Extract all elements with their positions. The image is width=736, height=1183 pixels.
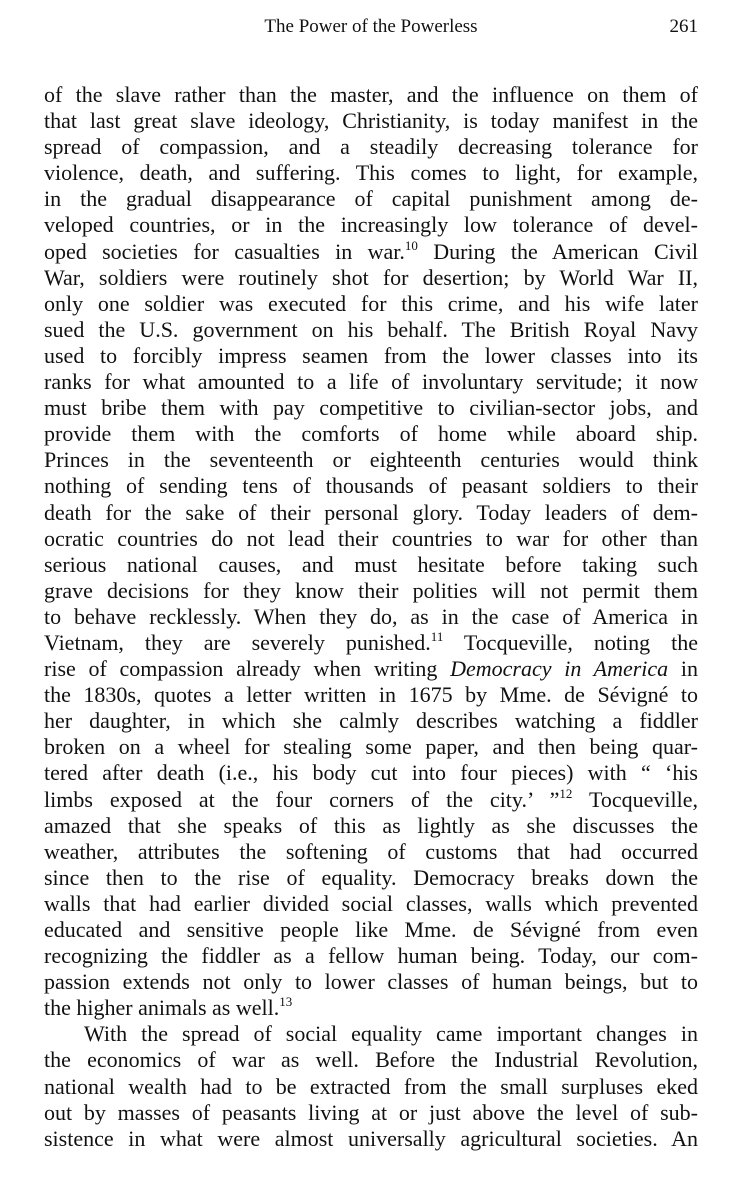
text-line: walls that had earlier divided social classes, walls which prevented: [44, 890, 698, 916]
text-line: nothing of sending tens of thousands of peasant soldiers to their: [44, 473, 698, 499]
footnote-ref-12: 12: [559, 785, 573, 801]
footnote-ref-13: 13: [279, 994, 293, 1010]
text-line: serious national causes, and must hesitate before taking such: [44, 551, 698, 577]
text-line: violence, death, and suffering. This comes to light, for example,: [44, 160, 698, 186]
text-line: only one soldier was executed for this crime, and his wife later: [44, 290, 698, 316]
text-line: that last great slave ideology, Christianity, is today manifest in the: [44, 108, 698, 134]
text-line: With the spread of social equality came important changes in: [84, 1021, 698, 1047]
text-line: passion extends not only to lower classes of human beings, but to: [44, 969, 698, 995]
page-number: 261: [669, 16, 698, 37]
text-line: educated and sensitive people like Mme. de Sévigné from even: [44, 917, 698, 942]
footnote-ref-11: 11: [430, 628, 444, 644]
book-title: Democracy in America: [450, 656, 669, 682]
text-line: oped societies for casualties in war.$^{10}$ During the American Civil: [44, 237, 698, 264]
text-line: death for the sake of their personal glory. Today leaders of dem-: [44, 499, 698, 525]
text-line: ocratic countries do not lead their countries to war for other than: [44, 525, 698, 551]
text-line: rise of compassion already when writing Democracy in America in: [44, 656, 698, 682]
text-line: out by masses of peasants living at or just above the level of sub-: [44, 1099, 698, 1125]
text-line: War, soldiers were routinely shot for desertion; by World War II,: [44, 264, 698, 290]
footnote-ref-10: 10: [404, 237, 418, 253]
text-line: must bribe them with pay competitive to civilian-sector jobs, and: [44, 395, 698, 421]
text-line: amazed that she speaks of this as lightly as she discusses the: [44, 812, 698, 838]
text-line: her daughter, in which she calmly describes watching a fiddler: [44, 708, 698, 734]
text-line: recognizing the fiddler as a fellow human being. Today, our com-: [44, 943, 698, 969]
running-head: [44, 14, 698, 40]
text-line: of the slave rather than the master, and the influence on them of: [44, 82, 698, 107]
text-line: weather, attributes the softening of customs that had occurred: [44, 838, 698, 864]
text-line: in the gradual disappearance of capital punishment among de-: [44, 186, 698, 212]
text-line: sistence in what were almost universally agricultural societies. An: [44, 1125, 698, 1151]
text-line: Princes in the seventeenth or eighteenth centuries would think: [44, 447, 698, 473]
text-line: broken on a wheel for stealing some paper, and then being quar-: [44, 734, 698, 760]
text-line: national wealth had to be extracted from the small surpluses eked: [44, 1073, 698, 1099]
text-line: to behave recklessly. When they do, as in the case of America in: [44, 603, 698, 629]
text-line: ranks for what amounted to a life of involuntary servitude; it now: [44, 369, 698, 395]
text-line: Vietnam, they are severely punished.$^{11}$ Tocqueville, noting the: [44, 628, 698, 655]
text-line: the 1830s, quotes a letter written in 1675 by Mme. de Sévigné to: [44, 682, 698, 708]
text-line: grave decisions for they know their polities will not permit them: [44, 577, 698, 603]
text-line: sued the U.S. government on his behalf. The British Royal Navy: [44, 316, 698, 342]
text-line: the higher animals as well.$^{13}$: [44, 994, 293, 1021]
text-line: limbs exposed at the four corners of the city.’ ”$^{12}$ Tocqueville,: [44, 785, 698, 812]
text-line: provide them with the comforts of home while aboard ship.: [44, 421, 698, 447]
text-line: since then to the rise of equality. Democracy breaks down the: [44, 864, 698, 890]
body-text: [44, 82, 698, 1152]
text-line: spread of compassion, and a steadily decreasing tolerance for: [44, 134, 698, 160]
text-line: veloped countries, or in the increasingly low tolerance of devel-: [44, 212, 698, 238]
running-title: The Power of the Powerless: [264, 16, 478, 37]
text-line: used to forcibly impress seamen from the lower classes into its: [44, 342, 698, 368]
text-line: the economics of war as well. Before the Industrial Revolution,: [44, 1047, 698, 1073]
text-line: tered after death (i.e., his body cut into four pieces) with “ ‘his: [44, 760, 698, 786]
